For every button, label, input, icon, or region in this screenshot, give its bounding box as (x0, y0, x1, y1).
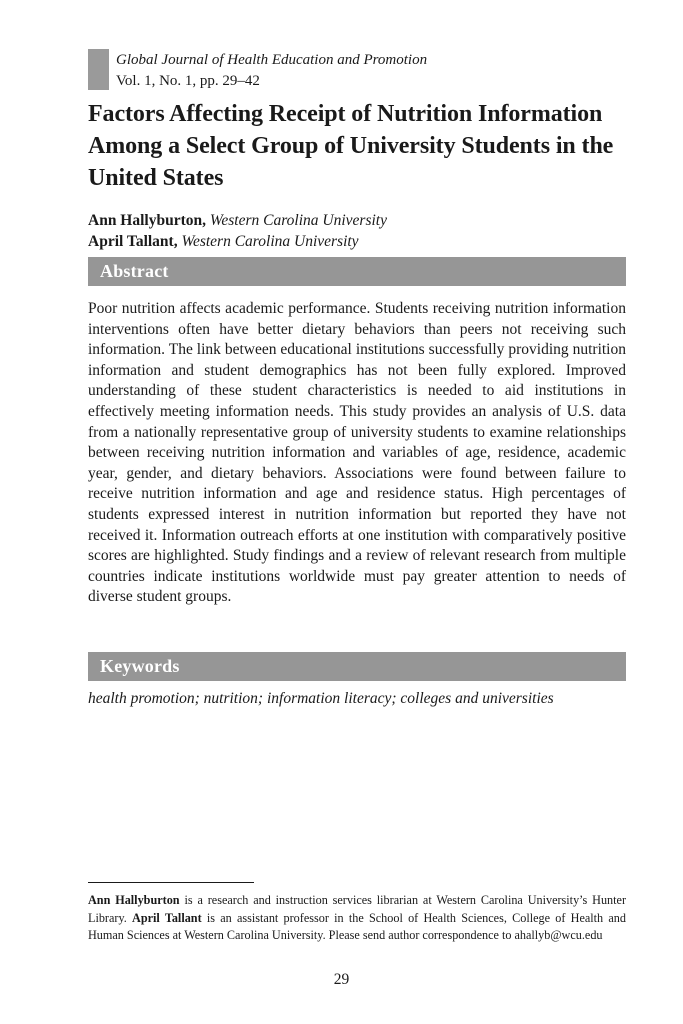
author-name: April Tallant, (88, 233, 178, 250)
page-number: 29 (333, 971, 350, 988)
journal-volume: Vol. 1, No. 1, pp. 29–42 (116, 73, 260, 89)
abstract-heading: Abstract (100, 261, 169, 281)
author-line (88, 231, 387, 252)
author-footnote (88, 892, 626, 945)
keywords-heading: Keywords (100, 656, 180, 676)
author-name: Ann Hallyburton, (88, 212, 207, 229)
keywords-text: health promotion; nutrition; information literacy; colleges and universities (88, 690, 554, 707)
article-title: Factors Affecting Receipt of Nutrition Information Among a Select Group of University Students in the United States (88, 101, 614, 191)
journal-name: Global Journal of Health Education and Promotion (116, 52, 428, 68)
author-affiliation: Western Carolina University (209, 212, 387, 229)
abstract-text: Poor nutrition affects academic performance. Students receiving nutrition information interventions often have better dietary behaviors than peers not receiving such information. The link between educational institutions successfully providing nutrition information and student demographics has not been fully explored. Improved understanding of these student characteristics is needed to aid institutions in effectively meeting information needs. This study provides an analysis of U.S. data from a nationally representative group of university students to examine relationships between receiving nutrition information and variables of age, residence, academic year, gender, and dietary behaviors. Associations were found between failure to receive nutrition information and age and residence status. High percentages of students expressed interest in nutrition information but reported they have not received it. Information outreach efforts at one institution with comparatively positive scores are highlighted. Study findings and a review of relevant research from multiple countries indicate institutions worldwide must pay greater attention to needs of diverse student groups. (88, 300, 626, 606)
journal-header-bar (88, 49, 109, 90)
author-list (88, 210, 387, 252)
abstract-heading-bar (88, 257, 626, 286)
footnote-text: is a research and instruction services librarian at Western Carolina University’s Hunter Library. (88, 893, 627, 925)
footnote-author-name: April Tallant (132, 910, 202, 925)
keywords-heading-bar (88, 652, 626, 681)
footnote-text: is an assistant professor in the School of Health Sciences, College of Health and Human Sciences at Western Carolina University. Please send author correspondence to ahallyb@wcu.edu (88, 910, 626, 942)
author-affiliation: Western Carolina University (181, 233, 359, 250)
footnote-divider (88, 882, 254, 883)
author-line (88, 210, 387, 231)
footnote-author-name: Ann Hallyburton (88, 893, 180, 907)
